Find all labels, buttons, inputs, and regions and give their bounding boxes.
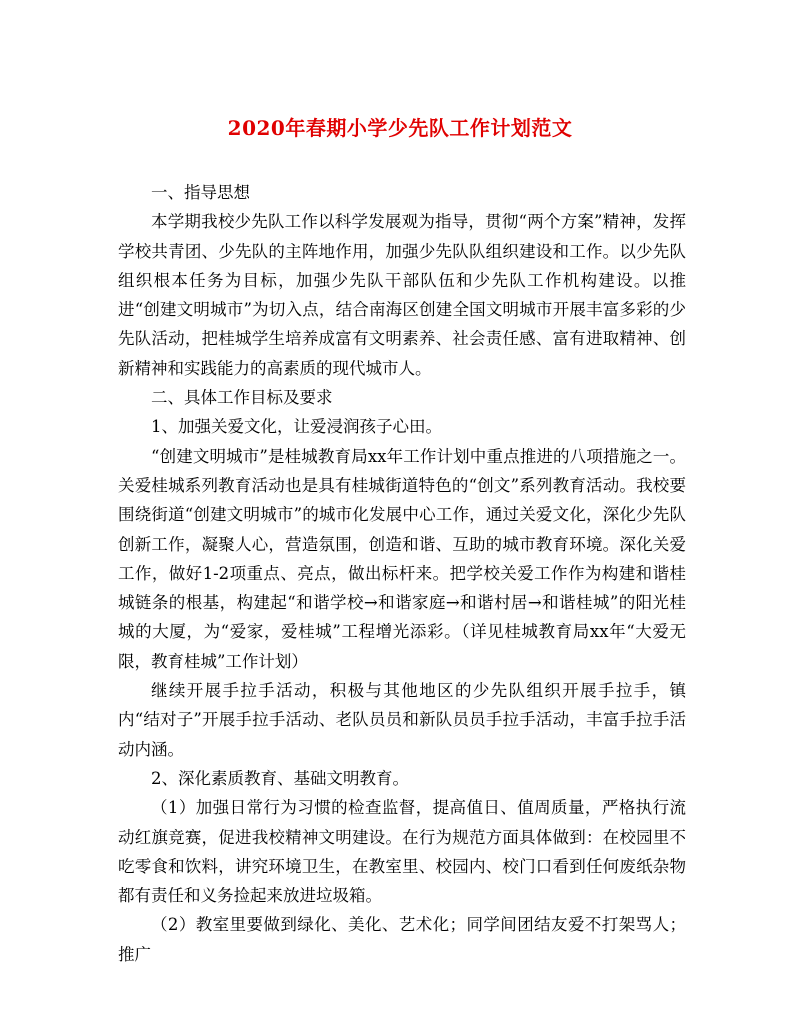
paragraph: 继续开展手拉手活动，积极与其他地区的少先队组织开展手拉手，镇内“结对子”开展手拉手活动、老队员员和新队员员手拉手活动，丰富手拉手活动内涵。 <box>118 681 686 759</box>
document-title: 2020年春期小学少先队工作计划范文 <box>227 116 573 140</box>
heading-guiding-ideology: 一、指导思想 <box>151 183 250 202</box>
paragraph: （2）教室里要做到绿化、美化、艺术化；同学间团结友爱不打架骂人；推广 <box>118 915 686 964</box>
paragraph: （1）加强日常行为习惯的检查监督，提高值日、值周质量，严格执行流动红旗竞赛，促进我校精神文明建设。在行为规范方面具体做到：在校园里不吃零食和饮料，讲究环境卫生，在教室里、校园内、校门口看到任何废纸杂物都有责任和义务捡起来放进垃圾箱。 <box>118 798 686 906</box>
document-body <box>118 178 686 969</box>
subheading: 1、加强关爱文化，让爱浸润孩子心田。 <box>151 417 442 437</box>
paragraph: “创建文明城市”是桂城教育局xx年工作计划中重点推进的八项措施之一。关爱桂城系列教育活动也是具有桂城街道特色的“创文”系列教育活动。我校要围绕街道“创建文明城市”的城市化发展中心工作，通过关爱文化，深化少先队创新工作，凝聚人心，营造氛围，创造和谐、互助的城市教育环境。深化关爱工作，做好1-2项重点、亮点，做出标杆来。把学校关爱工作作为构建和谐桂城链条的根基，构建起“和谐学校→和谐家庭→和谐村居→和谐桂城”的阳光桂城的大厦，为“爱家，爱桂城”工程增光添彩。（详见桂城教育局xx年“大爱无限，教育桂城”工作计划） <box>118 446 686 671</box>
heading-work-goals: 二、具体工作目标及要求 <box>151 388 333 408</box>
subheading: 2、深化素质教育、基础文明教育。 <box>151 768 409 788</box>
paragraph: 本学期我校少先队工作以科学发展观为指导，贯彻“两个方案”精神，发挥学校共青团、少先队的主阵地作用，加强少先队队组织建设和工作。以少先队组织根本任务为目标，加强少先队干部队伍和少先队工作机构建设。以推进“创建文明城市”为切入点，结合南海区创建全国文明城市开展丰富多彩的少先队活动，把桂城学生培养成富有文明素养、社会责任感、富有进取精神、创新精神和实践能力的高素质的现代城市人。 <box>118 212 686 378</box>
